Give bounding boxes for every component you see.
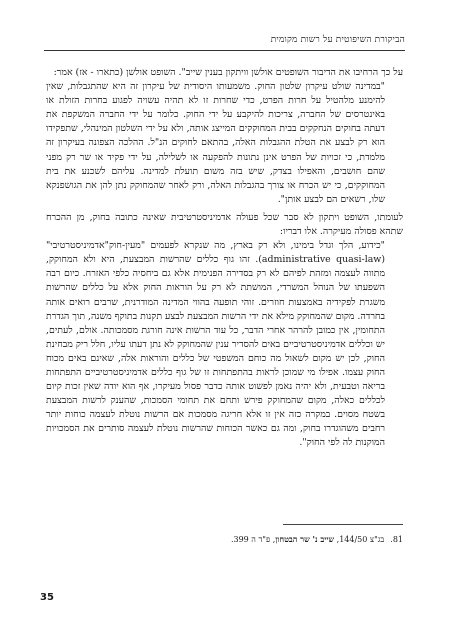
body-text [46,66,403,451]
paragraph-intro: על כך הרחיבו את הדיבור השופטים אולשן וויתקון בענין שייב". השופט אולשן (כתארו - אז) אמר: [53,67,403,78]
footnote-text-before: בג"צ 144/50, [334,535,385,544]
page-number: 35 [40,592,54,603]
paragraph-witkon-intro: לעומתו, השופט ויתקון לא סבר שכל פעולה אדמיניסטרטיבית שאינה כתובה בחוק, מן ההכרח שתהא פסולה מעיקרה. אלו דבריו: [46,211,403,238]
header-rule [44,50,405,51]
footnote [46,534,403,545]
quote-olshan: "במדינה שולט עיקרון שלטון החוק. משמעותו היסודית של עיקרון זה היא שהתגבלות, שאין להימנע מלהטיל על חרות הפרט, כדי שחרות זו לא תהיה עשויה לפגוע בחרות הזולת או באינטרסים של החברה, צריכות להיקבע על ידי החוק. כלומר על ידי החברה המשקפת את דעתה בחוקים הנחקקים בבית המחוקקים המייצג אותה, ולא על ידי השלטון המינהלי, שתפקידו הוא רק לבצע את הטלת ההגבלות האלה, בהתאם לחוקים הנ"ל. ההלכה הצפונה בעיקרון זה מלמדת, כי זכויות של הפרט אינן נתונות להפקעה או לשלילה, על ידי פקיד או שר רק מפני שהם חושבים, והאפילו בצדק, שיש בזה משום תועלת למדינה. עליהם לשכנע את בית המחוקקים, כי יש הכרח או צורך בהגבלות האלה, ורק לאחר שהמחוקק נתן להן את הגושפנקא שלו, רשאים הם לבצע אותן". [46,81,385,205]
footnote-number: 81. [390,535,403,544]
quote-witkon: "כידוע, הלך וגדל בימינו, ולא רק בארץ, מה שנקרא לפעמים "מעין-חוק"אדמיניסטרטיבי" (administrative quasi-law). זהו גוף כללים שהרשות המבצעת, היא ולא המחוקק, מתווה לעצמה ומזהת לפיהם לא רק בסדירה הפנימית אלא גם ביחסיה כלפי האזרח. כיום רבה השפעתו של הנוהל המשרדי, המושתת לא רק על הוראות החוק אלא על כללים שהרשות משגרת לפקידיה באמצעות חוזרים. זוהי תופעה בהווי המדינה המודרנית, שרבים רואים אותה בחרדה. מקום שהמחוקק מילא את ידי הרשות המבצעת לבצע תקנות בתוקף משנה, תוך הגדרת התחומין, אין כמובן להרהר אחרי הדבר, כל עוד הרשות אינה חורגת מסמכותה. אולם, לעתים, יש וכללים אדמיניסטרטיביים באים להסדיר ענין שהמחוקק לא נתן דעתו עליו, חלל ריק מבחינת החוק, לכן יש מקום לשאול מה כוחם המשפטי של כללים והוראות אלה, שאינם באים מכוח החוק עצמו. אפילו מי שמוכן לראות בהתפתחות זו של גוף כללים אדמיניסטרטיביים התפתחות בריאה וטבעית, ולא יהיה נאמן לפשוט אותה כדבר פסול מעיקרו, אף הוא יודה שאין זכות קיום לכללים כאלה, מקום שהמחוקק פירש ותחם את תחומי הסמכות, שהענק לרשות המבצעת בשטח מסוים. במקרה כזה אין זו אלא חריגה מסמכות אם הרשות נוטלת לעצמה כוחות יותר רחבים משהוגדרו בחוק, ומה גם כאשר הכוחות שהרשות נוטלת לעצמה סותרים את הסמכויות המוקנות לה לפי החוק". [46,240,385,449]
footnote-case-name: שייב נ' שר הבטחון [275,534,335,544]
running-header: הביקורת השיפוטית על רשות מקומית [270,35,405,45]
footnote-rule [283,524,403,525]
footnote-text-after: , פ"ד ה 399. [230,535,276,544]
